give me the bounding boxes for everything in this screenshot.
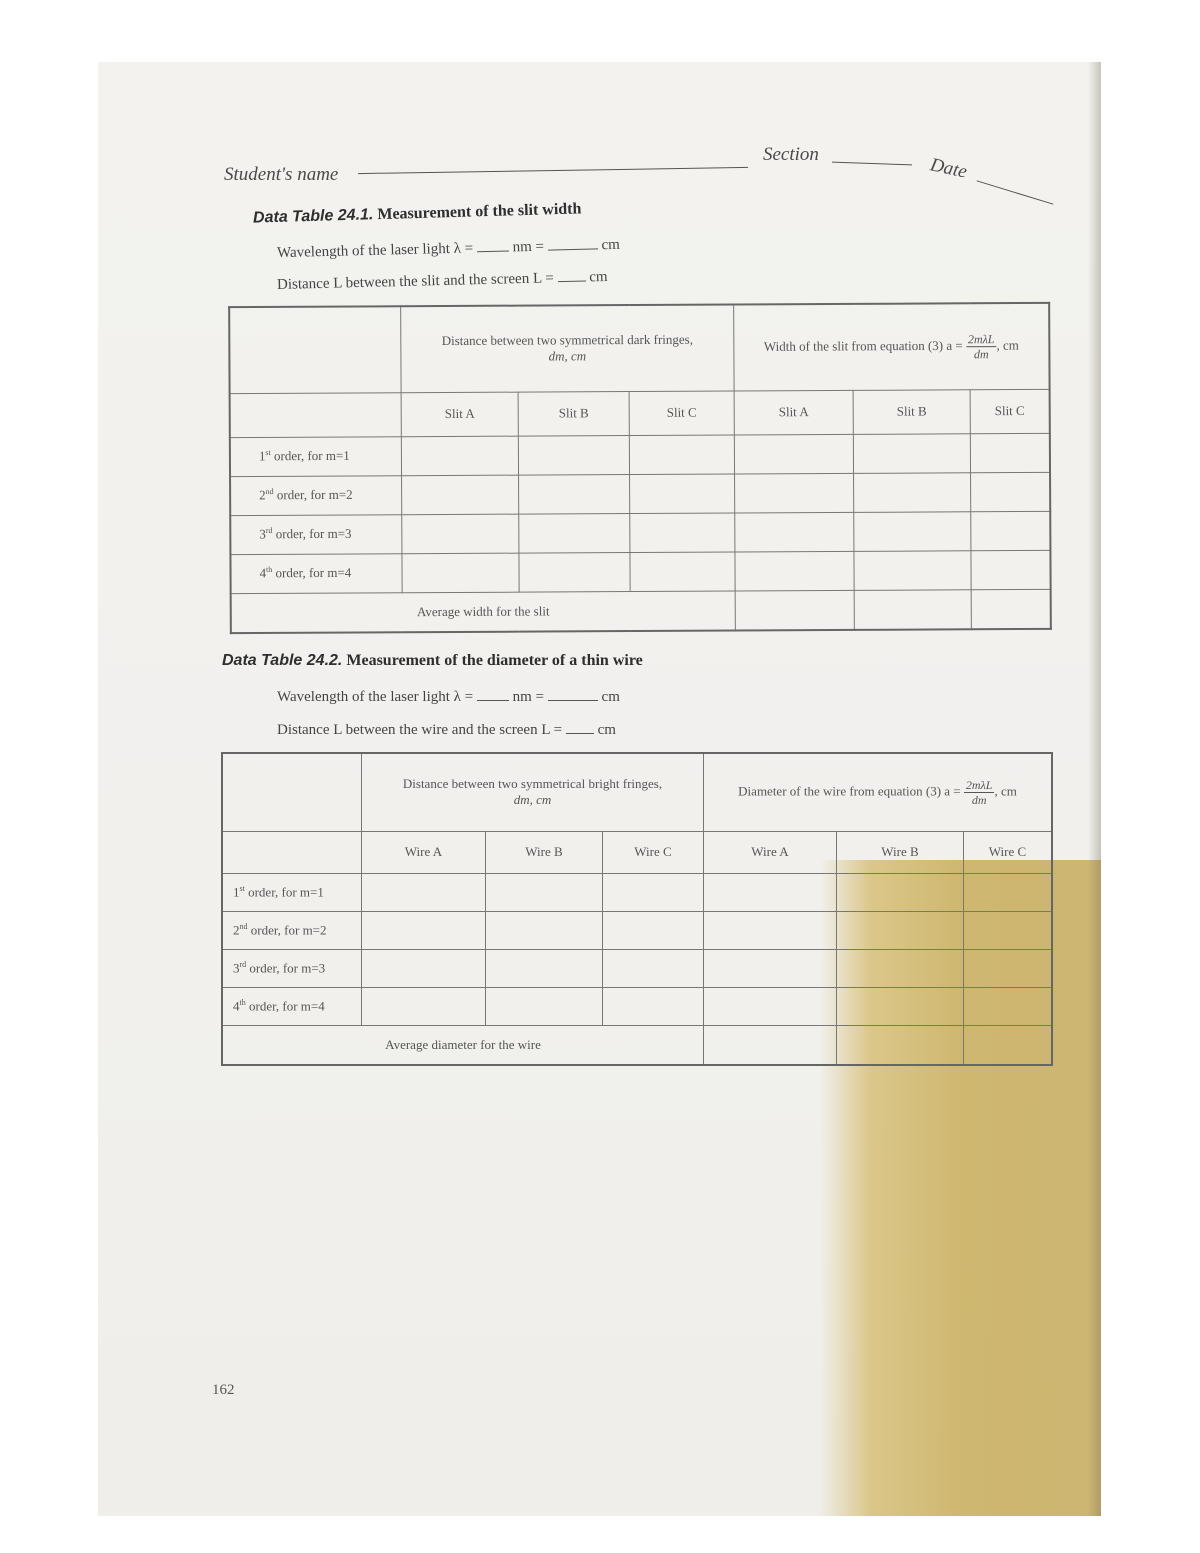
table2-distance-prefix: Distance L between the wire and the screen L =	[277, 722, 563, 738]
data-cell[interactable]	[603, 987, 704, 1025]
table2-col-header: Wire B	[486, 831, 603, 873]
row-label	[230, 553, 402, 593]
table1-average-row	[231, 589, 1051, 633]
table1-group2-header	[734, 303, 1050, 391]
table2-distance-unit: cm	[597, 722, 616, 738]
table1-wavelength-cm-blank[interactable]	[548, 236, 598, 250]
data-cell[interactable]	[704, 1025, 837, 1065]
table2-column-header-corner	[222, 831, 362, 873]
data-cell[interactable]	[964, 911, 1053, 949]
row-ordinal-suffix: th	[266, 565, 273, 575]
table1-group1-unit: dm, cm	[548, 348, 587, 364]
data-cell[interactable]	[402, 514, 519, 554]
data-cell[interactable]	[486, 873, 603, 911]
table2-average-row	[222, 1025, 1052, 1065]
table2-wavelength	[277, 688, 620, 706]
table1-wavelength-prefix: Wavelength of the laser light λ =	[276, 240, 474, 262]
data-cell[interactable]	[603, 873, 704, 911]
data-cell[interactable]	[970, 433, 1050, 472]
table1-wavelength-cm-unit: cm	[601, 236, 621, 254]
data-cell[interactable]	[401, 436, 518, 476]
table1-col-header: Slit C	[970, 389, 1050, 433]
data-cell[interactable]	[971, 511, 1051, 550]
row-label-text: order, for m=4	[275, 565, 352, 581]
table1-distance-blank[interactable]	[557, 269, 585, 283]
row-label	[230, 514, 402, 554]
data-cell[interactable]	[837, 949, 964, 987]
data-cell[interactable]	[735, 551, 854, 591]
table1-equation-denominator: dm	[973, 346, 989, 361]
table1-column-header-row	[230, 389, 1050, 437]
data-cell[interactable]	[964, 987, 1053, 1025]
data-cell[interactable]	[518, 435, 629, 475]
table2-col-header: Wire C	[603, 831, 704, 873]
data-cell[interactable]	[735, 590, 854, 631]
row-label	[222, 911, 362, 949]
table1-equation-numerator: 2mλL	[966, 332, 997, 347]
data-cell[interactable]	[734, 434, 853, 474]
table-row	[230, 511, 1050, 554]
data-cell[interactable]	[362, 949, 486, 987]
table1-col-header: Slit A	[401, 392, 518, 437]
data-cell[interactable]	[971, 550, 1051, 589]
table2-col-header: Wire A	[362, 831, 486, 873]
table1-distance-prefix: Distance L between the slit and the screen L =	[276, 270, 554, 294]
row-ordinal-suffix: nd	[265, 487, 274, 497]
table2-distance	[277, 721, 616, 739]
table1-group1-header	[401, 305, 734, 393]
table-row	[230, 472, 1050, 515]
table2-group1-header-text: Distance between two symmetrical bright fringes,	[402, 776, 663, 792]
data-cell[interactable]	[854, 472, 971, 512]
table2-title	[222, 652, 643, 670]
row-label-text: order, for m=1	[273, 448, 350, 464]
table1-label: Data Table 24.1.	[252, 206, 374, 227]
table2-average-label: Average diameter for the wire	[222, 1025, 704, 1065]
row-ordinal-suffix: rd	[265, 526, 273, 536]
data-cell[interactable]	[519, 513, 630, 553]
table1-title-text: Measurement of the slit width	[377, 200, 582, 224]
row-label-text: order, for m=2	[250, 922, 327, 938]
row-ordinal-suffix: th	[239, 997, 246, 1007]
data-cell[interactable]	[704, 911, 837, 949]
data-cell[interactable]	[971, 472, 1051, 511]
table2-column-header-row	[222, 831, 1052, 873]
table-row	[222, 911, 1052, 949]
data-cell[interactable]	[964, 1025, 1053, 1065]
table2-equation-numerator: 2mλL	[965, 777, 993, 792]
data-cell[interactable]	[735, 512, 854, 552]
table-row	[222, 949, 1052, 987]
table2-group1-unit: dm, cm	[513, 792, 552, 808]
data-cell[interactable]	[486, 911, 603, 949]
data-cell[interactable]	[486, 987, 603, 1025]
data-cell[interactable]	[603, 911, 704, 949]
table2-wavelength-cm-blank[interactable]	[548, 688, 598, 701]
table1-col-header: Slit C	[629, 391, 734, 436]
data-cell[interactable]	[486, 949, 603, 987]
row-ordinal: 4	[233, 998, 240, 1014]
data-cell[interactable]	[854, 550, 971, 590]
row-label	[222, 987, 362, 1025]
data-cell[interactable]	[402, 553, 519, 593]
table1-equation-fraction	[966, 332, 997, 361]
table1-wavelength-nm-blank[interactable]	[477, 239, 509, 253]
table1-column-header-corner	[230, 392, 402, 437]
table1-corner-cell	[229, 306, 401, 393]
row-label	[222, 873, 362, 911]
data-cell[interactable]	[519, 474, 630, 514]
row-ordinal: 2	[259, 487, 266, 503]
data-cell[interactable]	[362, 987, 486, 1025]
data-table-24-2	[221, 752, 1053, 1066]
data-cell[interactable]	[630, 552, 735, 592]
section-label: Section	[763, 144, 819, 165]
row-label-text: order, for m=1	[248, 884, 324, 900]
table2-wavelength-prefix: Wavelength of the laser light λ =	[277, 689, 474, 705]
date-label: Date	[928, 154, 969, 183]
row-label	[230, 436, 402, 476]
row-ordinal: 1	[258, 448, 266, 464]
data-cell[interactable]	[837, 911, 964, 949]
table1-group2-header-text: Width of the slit from equation (3) a =	[763, 337, 963, 354]
page-number: 162	[212, 1382, 235, 1398]
data-cell[interactable]	[837, 873, 964, 911]
table1-group1-header-text: Distance between two symmetrical dark fringes,	[441, 331, 693, 349]
data-cell[interactable]	[704, 873, 837, 911]
table1-wavelength-nm-unit: nm =	[512, 238, 545, 256]
data-cell[interactable]	[704, 987, 837, 1025]
row-label	[230, 475, 402, 515]
table2-wavelength-nm-unit: nm =	[512, 689, 545, 705]
table1-distance-unit: cm	[589, 268, 608, 286]
data-table-24-1	[228, 302, 1052, 634]
table1-group2-unit: , cm	[996, 337, 1019, 353]
book-edge	[1088, 62, 1101, 1516]
table1-col-header: Slit A	[734, 390, 853, 435]
row-ordinal: 2	[233, 922, 240, 938]
data-cell[interactable]	[629, 435, 734, 475]
data-cell[interactable]	[854, 511, 971, 551]
student-name-label: Student's name	[224, 164, 339, 185]
data-cell[interactable]	[964, 873, 1053, 911]
data-cell[interactable]	[362, 911, 486, 949]
row-label-text: order, for m=4	[248, 998, 325, 1014]
table2-group1-header	[362, 753, 704, 831]
table2-group2-header	[704, 753, 1053, 831]
table2-distance-blank[interactable]	[566, 721, 594, 734]
table2-group2-unit: , cm	[994, 783, 1017, 799]
table2-group2-header-text: Diameter of the wire from equation (3) a =	[738, 783, 961, 799]
table2-wavelength-cm-unit: cm	[601, 689, 620, 705]
table2-col-header: Wire C	[964, 831, 1053, 873]
row-ordinal: 1	[233, 884, 240, 900]
row-label	[222, 949, 362, 987]
table1-col-header: Slit B	[853, 389, 970, 434]
row-ordinal-suffix: nd	[239, 921, 248, 931]
row-ordinal-suffix: rd	[239, 959, 247, 969]
row-ordinal: 3	[233, 960, 240, 976]
row-ordinal-suffix: st	[265, 448, 271, 458]
row-ordinal-suffix: st	[239, 883, 245, 893]
table2-label: Data Table 24.2.	[222, 652, 343, 669]
table2-corner-cell	[222, 753, 362, 831]
table-row	[230, 550, 1050, 593]
data-cell[interactable]	[630, 474, 735, 514]
data-cell[interactable]	[402, 475, 519, 515]
table2-equation-fraction	[964, 778, 995, 807]
data-cell[interactable]	[971, 589, 1051, 629]
data-cell[interactable]	[837, 987, 964, 1025]
data-cell[interactable]	[964, 949, 1053, 987]
row-label-text: order, for m=3	[275, 526, 352, 542]
table2-equation-denominator: dm	[971, 792, 987, 807]
table2-wavelength-nm-blank[interactable]	[477, 688, 509, 701]
table2-col-header: Wire A	[704, 831, 837, 873]
data-cell[interactable]	[735, 473, 854, 513]
data-cell[interactable]	[704, 949, 837, 987]
data-cell[interactable]	[853, 433, 970, 473]
row-label-text: order, for m=2	[276, 487, 353, 503]
row-label-text: order, for m=3	[249, 960, 326, 976]
data-cell[interactable]	[837, 1025, 964, 1065]
data-cell[interactable]	[519, 552, 630, 592]
data-cell[interactable]	[630, 513, 735, 553]
row-ordinal: 3	[259, 526, 266, 542]
table1-average-label: Average width for the slit	[231, 591, 736, 634]
table1-col-header: Slit B	[518, 391, 629, 436]
table-row	[222, 987, 1052, 1025]
data-cell[interactable]	[362, 873, 486, 911]
row-ordinal: 4	[259, 565, 267, 581]
data-cell[interactable]	[854, 589, 971, 630]
table2-title-text: Measurement of the diameter of a thin wire	[346, 652, 643, 669]
table2-col-header: Wire B	[837, 831, 964, 873]
data-cell[interactable]	[603, 949, 704, 987]
table-row	[222, 873, 1052, 911]
table-row	[230, 433, 1050, 476]
